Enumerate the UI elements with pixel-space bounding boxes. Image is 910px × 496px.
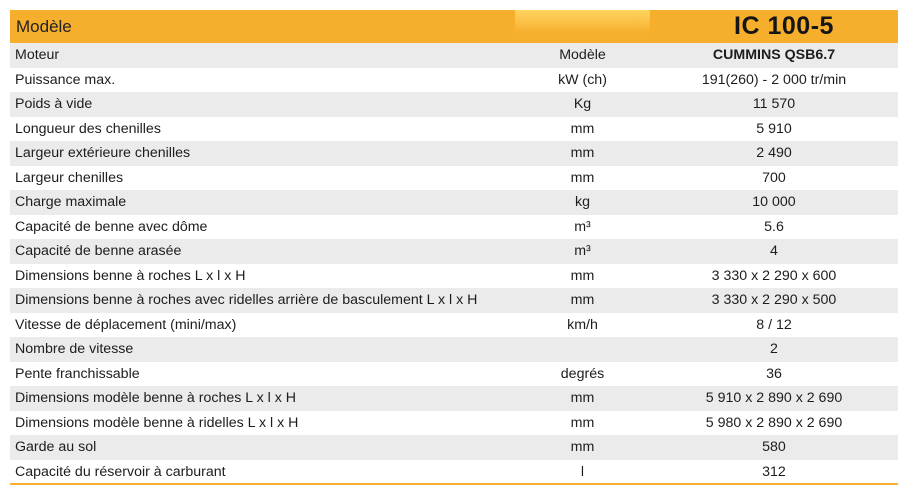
row-label: Nombre de vitesse (10, 337, 515, 362)
spec-table (10, 10, 898, 484)
row-label: Dimensions modèle benne à ridelles L x l x H (10, 411, 515, 436)
table-row (10, 141, 898, 166)
row-unit: Modèle (515, 43, 650, 68)
table-row (10, 386, 898, 411)
row-label: Largeur chenilles (10, 166, 515, 191)
table-row (10, 288, 898, 313)
table-row (10, 43, 898, 68)
row-label: Puissance max. (10, 68, 515, 93)
table-row (10, 435, 898, 460)
row-value: 3 330 x 2 290 x 500 (650, 288, 898, 313)
table-row (10, 411, 898, 436)
row-label: Dimensions modèle benne à roches L x l x H (10, 386, 515, 411)
row-unit: degrés (515, 362, 650, 387)
row-value: 10 000 (650, 190, 898, 215)
row-label: Charge maximale (10, 190, 515, 215)
table-row (10, 337, 898, 362)
row-unit: mm (515, 288, 650, 313)
table-row (10, 68, 898, 93)
row-label: Capacité du réservoir à carburant (10, 460, 515, 485)
row-unit (515, 337, 650, 362)
row-value: 4 (650, 239, 898, 264)
row-label: Poids à vide (10, 92, 515, 117)
bottom-accent-rule (10, 483, 898, 485)
row-label: Largeur extérieure chenilles (10, 141, 515, 166)
row-value: 5 910 x 2 890 x 2 690 (650, 386, 898, 411)
row-label: Vitesse de déplacement (mini/max) (10, 313, 515, 338)
row-value: 191(260) - 2 000 tr/min (650, 68, 898, 93)
row-value: 3 330 x 2 290 x 600 (650, 264, 898, 289)
row-unit: mm (515, 117, 650, 142)
row-label: Dimensions benne à roches avec ridelles arrière de basculement L x l x H (10, 288, 515, 313)
row-value: 5 910 (650, 117, 898, 142)
table-row (10, 92, 898, 117)
row-label: Pente franchissable (10, 362, 515, 387)
row-unit: mm (515, 166, 650, 191)
table-row (10, 460, 898, 485)
row-value: 11 570 (650, 92, 898, 117)
table-row (10, 215, 898, 240)
row-value: 5 980 x 2 890 x 2 690 (650, 411, 898, 436)
row-label: Capacité de benne avec dôme (10, 215, 515, 240)
table-row (10, 117, 898, 142)
header-row (10, 10, 898, 43)
table-row (10, 362, 898, 387)
table-row (10, 264, 898, 289)
row-unit: km/h (515, 313, 650, 338)
row-value: CUMMINS QSB6.7 (650, 43, 898, 68)
row-label: Longueur des chenilles (10, 117, 515, 142)
row-unit: mm (515, 141, 650, 166)
row-unit: kW (ch) (515, 68, 650, 93)
row-unit: mm (515, 411, 650, 436)
row-label: Dimensions benne à roches L x l x H (10, 264, 515, 289)
row-value: 5.6 (650, 215, 898, 240)
row-value: 2 490 (650, 141, 898, 166)
row-unit: m³ (515, 215, 650, 240)
header-model-label: Modèle (10, 10, 515, 43)
row-unit: Kg (515, 92, 650, 117)
row-label: Moteur (10, 43, 515, 68)
row-value: 2 (650, 337, 898, 362)
row-value: 8 / 12 (650, 313, 898, 338)
row-value: 580 (650, 435, 898, 460)
header-model-name: IC 100-5 (650, 10, 898, 43)
row-unit: mm (515, 264, 650, 289)
row-label: Capacité de benne arasée (10, 239, 515, 264)
row-value: 700 (650, 166, 898, 191)
row-unit: mm (515, 386, 650, 411)
table-row (10, 190, 898, 215)
row-unit: m³ (515, 239, 650, 264)
table-row (10, 313, 898, 338)
table-row (10, 166, 898, 191)
row-value: 36 (650, 362, 898, 387)
row-unit: l (515, 460, 650, 485)
row-value: 312 (650, 460, 898, 485)
table-row (10, 239, 898, 264)
row-label: Garde au sol (10, 435, 515, 460)
row-unit: mm (515, 435, 650, 460)
header-spacer (515, 10, 650, 43)
row-unit: kg (515, 190, 650, 215)
